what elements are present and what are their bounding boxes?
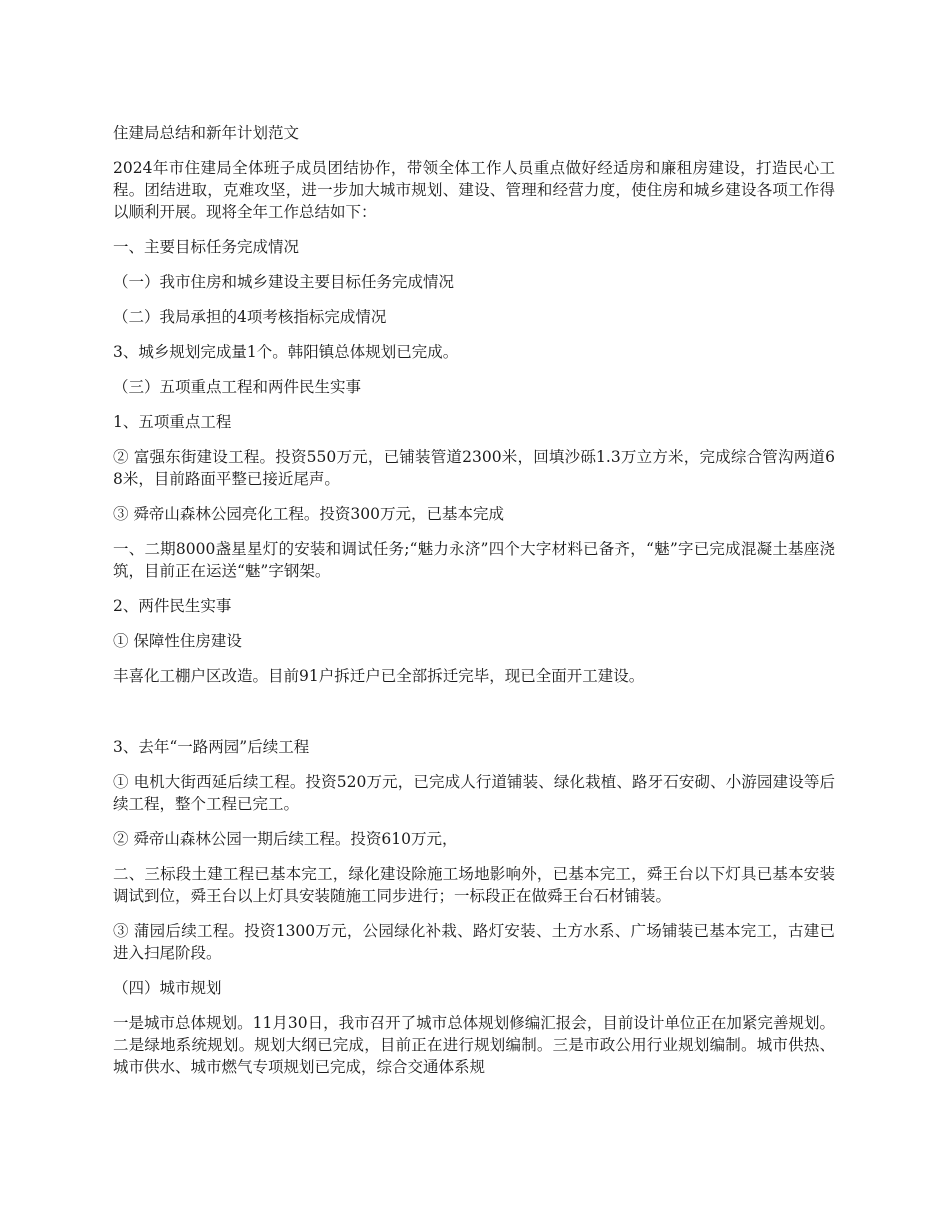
paragraph-shundi-lighting: ③ 舜帝山森林公园亮化工程。投资300万元，已基本完成 — [113, 505, 505, 523]
paragraph-shanty-renovation: 丰喜化工棚户区改造。目前91户拆迁户已全部拆迁完毕，现已全面开工建设。 — [113, 667, 645, 685]
paragraph-city-planning: 一是城市总体规划。11月30日，我市召开了城市总体规划修编汇报会，目前设计单位正在加紧完善规划。二是绿地系统规划。规划大纲已完成，目前正在进行规划编制。三是市政公用行业规划编制。城市供热、城市供水、城市燃气专项规划已完成，综合交通体系规 — [113, 1014, 835, 1076]
document-title: 住建局总结和新年计划范文 — [113, 124, 300, 142]
paragraph-intro: 2024年市住建局全体班子成员团结协作，带领全体工作人员重点做好经适房和廉租房建设，打造民心工程。团结进取，克难攻坚，进一步加大城市规划、建设、管理和经营力度，使住房和城乡建设各项工作得以顺利开展。现将全年工作总结如下： — [113, 159, 835, 221]
paragraph-shundi-phase-one: ② 舜帝山森林公园一期后续工程。投资610万元， — [113, 830, 458, 848]
subheading-1: （一）我市住房和城乡建设主要目标任务完成情况 — [113, 273, 455, 291]
paragraph-fuqiang-street: ② 富强东街建设工程。投资550万元，已铺装管道2300米，回填沙砾1.3万立方米，完成综合管沟两道68米，目前路面平整已接近尾声。 — [113, 448, 835, 488]
heading-livelihood: 2、两件民生实事 — [113, 597, 232, 615]
blank-space — [113, 700, 835, 736]
heading-main-targets: 一、主要目标任务完成情况 — [113, 238, 300, 256]
heading-follow-up-projects: 3、去年“一路两园”后续工程 — [113, 738, 310, 756]
heading-five-projects: 1、五项重点工程 — [113, 413, 232, 431]
subheading-2: （二）我局承担的4项考核指标完成情况 — [113, 308, 387, 326]
paragraph-puyuan: ③ 蒲园后续工程。投资1300万元，公园绿化补栽、路灯安装、土方水系、广场铺装已基本完工，古建已进入扫尾阶段。 — [113, 922, 835, 962]
paragraph-star-lights: 一、二期8000盏星星灯的安装和调试任务;“魅力永济”四个大字材料已备齐，“魅”字已完成混凝土基座浇筑，目前正在运送“魅”字钢架。 — [113, 540, 835, 580]
heading-housing: ① 保障性住房建设 — [113, 632, 242, 650]
paragraph-urban-rural-planning: 3、城乡规划完成量1个。韩阳镇总体规划已完成。 — [113, 343, 459, 361]
paragraph-dianji-street: ① 电机大街西延后续工程。投资520万元，已完成人行道铺装、绿化栽植、路牙石安砌、小游园建设等后续工程，整个工程已完工。 — [113, 773, 835, 813]
subheading-4: （四）城市规划 — [113, 979, 222, 997]
paragraph-sections: 二、三标段土建工程已基本完工，绿化建设除施工场地影响外，已基本完工，舜王台以下灯具已基本安装调试到位，舜王台以上灯具安装随施工同步进行；一标段正在做舜王台石材铺装。 — [113, 865, 835, 905]
subheading-3: （三）五项重点工程和两件民生实事 — [113, 378, 362, 396]
document-page — [113, 122, 835, 1091]
